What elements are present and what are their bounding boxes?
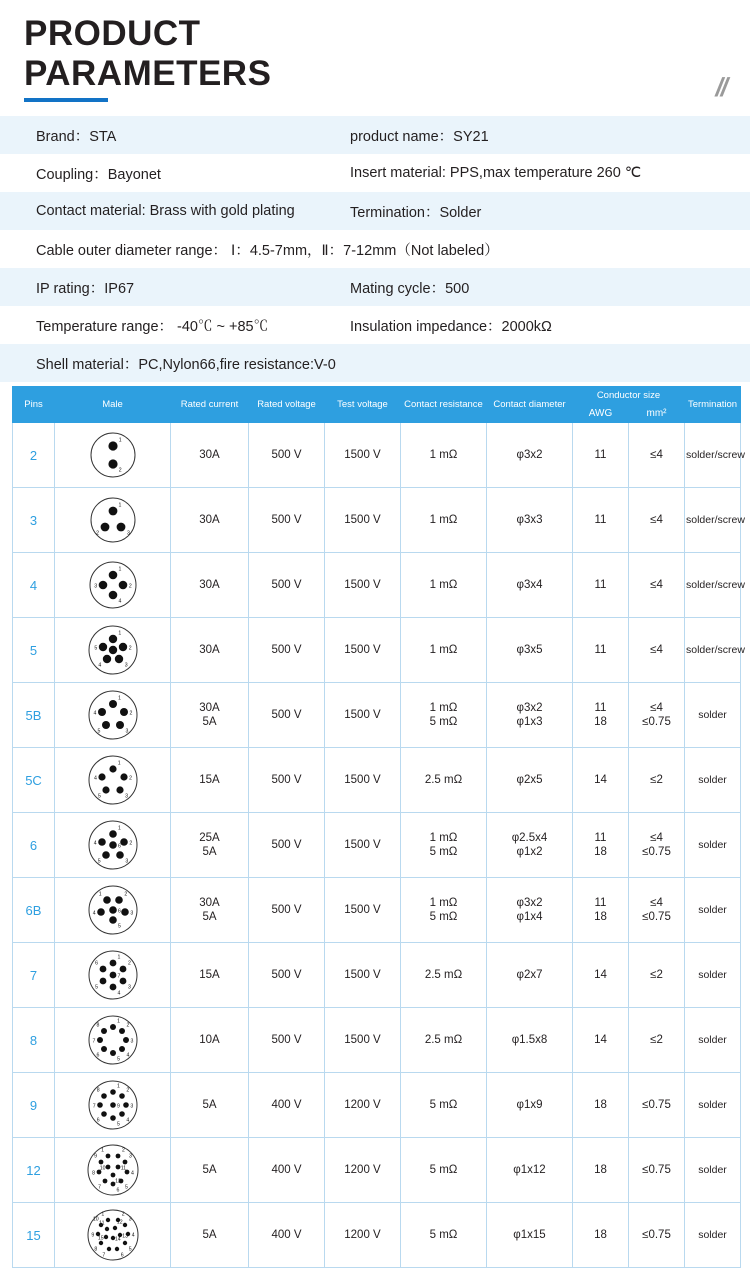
cell-contact-resistance: 2.5 mΩ (401, 943, 487, 1008)
cell-termination: solder/screw (685, 618, 741, 683)
spec-row (0, 268, 750, 306)
cell-rated-current: 30A (171, 423, 249, 488)
cell-contact-diameter: φ2x5 (487, 748, 573, 813)
svg-text:2: 2 (123, 891, 127, 898)
cell-termination: solder (685, 748, 741, 813)
svg-text:8: 8 (91, 1170, 95, 1177)
cell-mm2: ≤4 (629, 618, 685, 683)
th-conductor-size: Conductor size (573, 387, 685, 405)
cell-test-voltage: 1500 V (325, 878, 401, 943)
cell-termination: solder (685, 1203, 741, 1268)
th-mm2: mm² (629, 405, 685, 423)
svg-text:5: 5 (128, 1246, 132, 1253)
svg-text:12: 12 (116, 1219, 123, 1226)
svg-text:4: 4 (130, 1170, 134, 1177)
cell-pins: 5 (13, 618, 55, 683)
cell-termination: solder/screw (685, 488, 741, 553)
svg-text:3: 3 (124, 793, 128, 800)
svg-text:10: 10 (92, 1216, 99, 1223)
spec-row (0, 192, 750, 230)
cell-contact-diameter: φ3x2 (487, 423, 573, 488)
cell-test-voltage: 1200 V (325, 1138, 401, 1203)
svg-text:5: 5 (117, 923, 121, 930)
cell-pins: 7 (13, 943, 55, 1008)
cell-pins: 6B (13, 878, 55, 943)
cell-rated-voltage: 400 V (249, 1138, 325, 1203)
cell-rated-current: 15A (171, 748, 249, 813)
spec-shell-material: Shell material：PC,Nylon66,fire resistance:V-0 (36, 356, 336, 373)
spec-row (0, 154, 750, 192)
cell-termination: solder (685, 1073, 741, 1138)
connector-pinout-diagram (55, 488, 171, 553)
th-contact-resistance: Contact resistance (401, 387, 487, 423)
table-row (13, 683, 741, 748)
svg-text:7: 7 (97, 1184, 101, 1191)
cell-mm2: ≤2 (629, 1008, 685, 1073)
svg-text:8: 8 (96, 1022, 99, 1029)
spec-row (0, 116, 750, 154)
svg-text:2: 2 (118, 467, 122, 474)
cell-awg: 11 18 (573, 683, 629, 748)
page-title-line1: PRODUCT (24, 14, 201, 53)
cell-contact-diameter: φ1x15 (487, 1203, 573, 1268)
svg-text:4: 4 (117, 598, 121, 605)
cell-rated-current: 5A (171, 1138, 249, 1203)
cell-test-voltage: 1500 V (325, 488, 401, 553)
cell-test-voltage: 1500 V (325, 748, 401, 813)
cell-contact-resistance: 5 mΩ (401, 1138, 487, 1203)
connector-pinout-diagram (55, 423, 171, 488)
svg-text:5: 5 (124, 1184, 128, 1191)
cell-rated-voltage: 500 V (249, 553, 325, 618)
cell-pins: 2 (13, 423, 55, 488)
table-body (13, 423, 745, 1268)
table-row (13, 1138, 741, 1203)
svg-text:1: 1 (118, 437, 122, 444)
svg-text:3: 3 (128, 1216, 132, 1223)
cell-contact-diameter: φ2x7 (487, 943, 573, 1008)
spec-row (0, 230, 750, 268)
connector-pinout-diagram (55, 1138, 171, 1203)
svg-text:2: 2 (121, 1147, 125, 1154)
svg-text:4: 4 (126, 1052, 129, 1059)
cell-contact-diameter: φ3x2 φ1x4 (487, 878, 573, 943)
cell-termination: solder (685, 1138, 741, 1203)
spec-mating-cycle: Mating cycle：500 (350, 280, 470, 297)
svg-text:1: 1 (117, 695, 121, 702)
cell-awg: 11 (573, 618, 629, 683)
th-termination: Termination (685, 387, 741, 423)
svg-text:7: 7 (101, 1252, 105, 1259)
svg-text:3: 3 (129, 1103, 133, 1110)
cell-termination: solder/screw (685, 423, 741, 488)
cell-mm2: ≤2 (629, 748, 685, 813)
svg-text:4: 4 (131, 1232, 135, 1239)
cell-pins: 5B (13, 683, 55, 748)
connector-pinout-diagram (55, 813, 171, 878)
cell-contact-resistance: 1 mΩ (401, 553, 487, 618)
svg-text:1: 1 (117, 825, 121, 832)
table-row (13, 878, 741, 943)
svg-text:11: 11 (98, 1220, 104, 1227)
cell-mm2: ≤2 (629, 943, 685, 1008)
th-test-voltage: Test voltage (325, 387, 401, 423)
svg-text:3: 3 (127, 984, 131, 991)
cell-contact-diameter: φ3x4 (487, 553, 573, 618)
svg-text:7: 7 (117, 973, 120, 980)
cell-mm2: ≤4 (629, 553, 685, 618)
cell-test-voltage: 1200 V (325, 1073, 401, 1138)
connector-pinout-diagram (55, 1203, 171, 1268)
svg-text:8: 8 (93, 1246, 97, 1253)
cell-termination: solder/screw (685, 553, 741, 618)
svg-text:3: 3 (124, 858, 128, 865)
svg-text:6: 6 (120, 1252, 124, 1259)
svg-text:11: 11 (120, 1165, 126, 1172)
cell-rated-voltage: 500 V (249, 618, 325, 683)
cell-contact-diameter: φ3x2 φ1x3 (487, 683, 573, 748)
svg-text:7: 7 (92, 1103, 96, 1110)
cell-contact-resistance: 1 mΩ 5 mΩ (401, 683, 487, 748)
spec-contact-material: Contact material: Brass with gold plating (36, 203, 295, 219)
cell-pins: 9 (13, 1073, 55, 1138)
cell-pins: 3 (13, 488, 55, 553)
svg-text:5: 5 (97, 858, 101, 865)
cell-contact-resistance: 2.5 mΩ (401, 748, 487, 813)
table-row (13, 423, 741, 488)
svg-text:4: 4 (92, 910, 96, 917)
cell-test-voltage: 1500 V (325, 1008, 401, 1073)
svg-text:2: 2 (95, 530, 99, 537)
table-row (13, 1008, 741, 1073)
cell-mm2: ≤0.75 (629, 1138, 685, 1203)
cell-termination: solder (685, 683, 741, 748)
cell-awg: 11 (573, 423, 629, 488)
table-row (13, 1073, 741, 1138)
cell-awg: 14 (573, 1008, 629, 1073)
spec-row (0, 344, 750, 382)
spec-insulation-impedance: Insulation impedance：2000kΩ (350, 318, 552, 335)
connector-pinout-diagram (55, 1008, 171, 1073)
th-rated-voltage: Rated voltage (249, 387, 325, 423)
th-pins: Pins (13, 387, 55, 423)
connector-pinout-diagram (55, 618, 171, 683)
cell-pins: 8 (13, 1008, 55, 1073)
svg-text:1: 1 (98, 891, 102, 898)
cell-mm2: ≤4 ≤0.75 (629, 813, 685, 878)
cell-mm2: ≤4 ≤0.75 (629, 878, 685, 943)
svg-text:3: 3 (129, 910, 133, 917)
svg-text:6: 6 (117, 843, 121, 850)
cell-rated-current: 30A 5A (171, 878, 249, 943)
svg-text:2: 2 (128, 775, 132, 782)
svg-text:3: 3 (125, 728, 128, 735)
svg-text:2: 2 (128, 840, 132, 847)
svg-text:2: 2 (121, 1211, 125, 1218)
svg-text:8: 8 (96, 1087, 100, 1094)
table-row (13, 1203, 741, 1268)
svg-text:1: 1 (117, 954, 120, 961)
spec-termination: Termination：Solder (350, 204, 482, 221)
table-row (13, 748, 741, 813)
cell-rated-voltage: 500 V (249, 813, 325, 878)
cell-rated-voltage: 500 V (249, 748, 325, 813)
cell-termination: solder (685, 878, 741, 943)
cell-rated-current: 25A 5A (171, 813, 249, 878)
th-male: Male (55, 387, 171, 423)
spec-ip-rating: IP rating：IP67 (36, 280, 135, 297)
parameters-table (12, 386, 745, 1268)
cell-termination: solder (685, 1008, 741, 1073)
cell-contact-diameter: φ1.5x8 (487, 1008, 573, 1073)
cell-pins: 4 (13, 553, 55, 618)
table-row (13, 618, 741, 683)
cell-mm2: ≤0.75 (629, 1203, 685, 1268)
cell-mm2: ≤0.75 (629, 1073, 685, 1138)
cell-mm2: ≤4 (629, 423, 685, 488)
svg-text:2: 2 (128, 583, 132, 590)
cell-contact-resistance: 1 mΩ 5 mΩ (401, 813, 487, 878)
parameters-table-wrapper (0, 386, 750, 1268)
svg-text:5: 5 (94, 984, 98, 991)
cell-awg: 11 (573, 553, 629, 618)
cell-test-voltage: 1500 V (325, 813, 401, 878)
cell-contact-resistance: 5 mΩ (401, 1203, 487, 1268)
cell-rated-current: 30A (171, 553, 249, 618)
cell-test-voltage: 1500 V (325, 553, 401, 618)
svg-text:1: 1 (116, 1018, 120, 1025)
cell-awg: 14 (573, 943, 629, 1008)
svg-text:2: 2 (125, 1087, 129, 1094)
cell-rated-voltage: 400 V (249, 1203, 325, 1268)
svg-text:1: 1 (100, 1211, 104, 1218)
cell-contact-resistance: 1 mΩ (401, 488, 487, 553)
page-header (0, 0, 750, 102)
th-awg: AWG (573, 405, 629, 423)
cell-contact-diameter: φ3x3 (487, 488, 573, 553)
table-header-row-1 (13, 387, 741, 405)
cell-test-voltage: 1500 V (325, 683, 401, 748)
cell-awg: 18 (573, 1138, 629, 1203)
svg-text:6: 6 (96, 1117, 100, 1124)
cell-rated-voltage: 500 V (249, 1008, 325, 1073)
svg-text:4: 4 (97, 662, 101, 669)
svg-text:1: 1 (117, 760, 121, 767)
cell-rated-current: 30A 5A (171, 683, 249, 748)
th-rated-current: Rated current (171, 387, 249, 423)
spec-row (0, 306, 750, 344)
cell-awg: 11 18 (573, 878, 629, 943)
svg-text:13: 13 (121, 1233, 128, 1240)
cell-rated-voltage: 400 V (249, 1073, 325, 1138)
svg-text:9: 9 (90, 1232, 94, 1239)
connector-pinout-diagram (55, 683, 171, 748)
table-row (13, 943, 741, 1008)
cell-pins: 12 (13, 1138, 55, 1203)
svg-text:6: 6 (116, 1187, 119, 1194)
cell-awg: 11 (573, 488, 629, 553)
svg-text:2: 2 (129, 710, 132, 717)
slash-decoration-icon: // (712, 72, 730, 102)
svg-text:1: 1 (117, 630, 121, 637)
connector-pinout-diagram (55, 1073, 171, 1138)
cell-contact-resistance: 1 mΩ 5 mΩ (401, 878, 487, 943)
svg-text:9: 9 (116, 1103, 120, 1110)
svg-text:10: 10 (99, 1165, 105, 1172)
svg-text:5: 5 (116, 1056, 120, 1063)
cell-awg: 14 (573, 748, 629, 813)
svg-text:3: 3 (93, 583, 97, 590)
svg-text:5: 5 (116, 1121, 120, 1128)
cell-contact-resistance: 2.5 mΩ (401, 1008, 487, 1073)
cell-termination: solder (685, 943, 741, 1008)
cell-contact-resistance: 1 mΩ (401, 618, 487, 683)
cell-test-voltage: 1200 V (325, 1203, 401, 1268)
svg-text:4: 4 (93, 775, 97, 782)
svg-text:2: 2 (126, 1022, 129, 1029)
svg-text:6: 6 (117, 908, 121, 915)
table-row (13, 488, 741, 553)
svg-text:6: 6 (96, 1052, 99, 1059)
spec-product-name: product name：SY21 (350, 128, 489, 145)
cell-test-voltage: 1500 V (325, 423, 401, 488)
svg-text:4: 4 (117, 990, 120, 997)
cell-rated-voltage: 500 V (249, 943, 325, 1008)
svg-text:1: 1 (117, 566, 121, 573)
svg-text:1: 1 (118, 502, 121, 509)
cell-awg: 18 (573, 1073, 629, 1138)
svg-text:5: 5 (97, 728, 100, 735)
cell-pins: 15 (13, 1203, 55, 1268)
spec-coupling: Coupling：Bayonet (36, 166, 161, 183)
th-contact-diameter: Contact diameter (487, 387, 573, 423)
cell-rated-current: 5A (171, 1203, 249, 1268)
cell-contact-resistance: 5 mΩ (401, 1073, 487, 1138)
svg-text:6: 6 (94, 960, 98, 967)
spec-insert-material: Insert material: PPS,max temperature 260 ℃ (350, 165, 642, 181)
svg-text:4: 4 (125, 1117, 129, 1124)
svg-text:14: 14 (114, 1236, 121, 1243)
svg-text:3: 3 (130, 1038, 133, 1045)
cell-contact-diameter: φ2.5x4 φ1x2 (487, 813, 573, 878)
svg-text:5: 5 (93, 645, 97, 652)
cell-termination: solder (685, 813, 741, 878)
connector-pinout-diagram (55, 943, 171, 1008)
cell-mm2: ≤4 ≤0.75 (629, 683, 685, 748)
spec-brand: Brand：STA (36, 128, 117, 145)
cell-test-voltage: 1500 V (325, 618, 401, 683)
cell-awg: 11 18 (573, 813, 629, 878)
svg-text:1: 1 (100, 1147, 104, 1154)
cell-rated-current: 30A (171, 618, 249, 683)
cell-rated-current: 5A (171, 1073, 249, 1138)
svg-text:2: 2 (128, 645, 132, 652)
cell-rated-current: 30A (171, 488, 249, 553)
svg-text:12: 12 (114, 1178, 121, 1185)
cell-contact-resistance: 1 mΩ (401, 423, 487, 488)
svg-text:4: 4 (93, 840, 97, 847)
table-row (13, 813, 741, 878)
cell-pins: 5C (13, 748, 55, 813)
svg-text:3: 3 (126, 530, 130, 537)
svg-text:5: 5 (97, 793, 101, 800)
svg-text:9: 9 (93, 1153, 97, 1160)
svg-text:7: 7 (92, 1038, 95, 1045)
svg-text:2: 2 (127, 960, 131, 967)
cell-rated-voltage: 500 V (249, 423, 325, 488)
svg-text:1: 1 (116, 1083, 120, 1090)
cell-pins: 6 (13, 813, 55, 878)
cell-rated-voltage: 500 V (249, 878, 325, 943)
page-title-line2: PARAMETERS (24, 54, 272, 93)
connector-pinout-diagram (55, 748, 171, 813)
cell-contact-diameter: φ1x12 (487, 1138, 573, 1203)
table-row (13, 553, 741, 618)
cell-rated-current: 10A (171, 1008, 249, 1073)
svg-text:3: 3 (124, 662, 128, 669)
cell-rated-voltage: 500 V (249, 683, 325, 748)
svg-text:3: 3 (128, 1153, 132, 1160)
spec-temperature-range: Temperature range： -40℃ ~ +85℃ (36, 318, 269, 335)
svg-text:15: 15 (97, 1235, 104, 1242)
cell-rated-voltage: 500 V (249, 488, 325, 553)
connector-pinout-diagram (55, 878, 171, 943)
cell-mm2: ≤4 (629, 488, 685, 553)
spec-cable-diameter-range: Cable outer diameter range： Ⅰ：4.5-7mm，Ⅱ：7-12mm（Not labeled） (36, 242, 499, 259)
cell-awg: 18 (573, 1203, 629, 1268)
svg-text:4: 4 (93, 710, 96, 717)
cell-contact-diameter: φ3x5 (487, 618, 573, 683)
connector-pinout-diagram (55, 553, 171, 618)
title-underline (24, 98, 108, 102)
cell-rated-current: 15A (171, 943, 249, 1008)
cell-test-voltage: 1500 V (325, 943, 401, 1008)
specifications-list (0, 116, 750, 382)
cell-contact-diameter: φ1x9 (487, 1073, 573, 1138)
table-head (13, 387, 741, 423)
